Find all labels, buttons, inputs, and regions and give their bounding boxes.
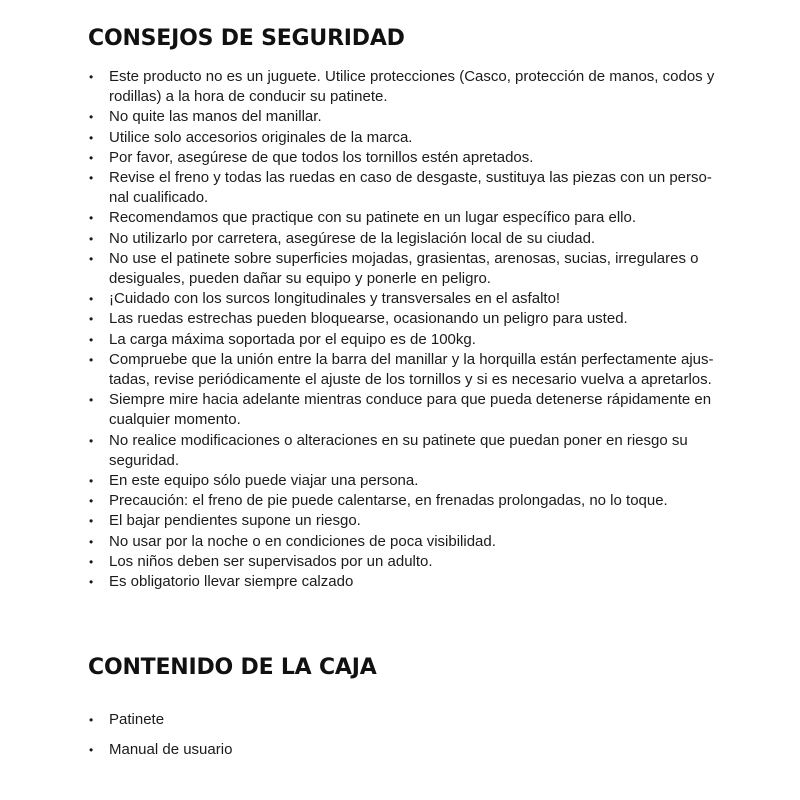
- list-item: [88, 229, 728, 249]
- list-item: [88, 532, 728, 552]
- list-item-text: Los niños deben ser supervisados por un adulto.: [109, 552, 433, 570]
- list-item-text: Siempre mire hacia adelante mientras conduce para que pueda detenerse rápidamente en cualquier momento.: [109, 391, 712, 429]
- bullet-icon: •: [89, 494, 94, 509]
- list-item-text: La carga máxima soportada por el equipo es de 100kg.: [109, 330, 476, 348]
- list-item: [88, 471, 728, 491]
- list-item-text: Por favor, asegúrese de que todos los tornillos estén apretados.: [109, 148, 534, 166]
- list-item-text: No quite las manos del manillar.: [109, 108, 322, 126]
- bullet-icon: •: [89, 231, 94, 246]
- bullet-icon: •: [89, 575, 94, 590]
- list-item: [88, 289, 728, 309]
- safety-list: [88, 67, 728, 592]
- list-item: [88, 107, 728, 127]
- bullet-icon: •: [89, 211, 94, 226]
- list-item: [88, 431, 728, 471]
- list-item: [88, 330, 728, 350]
- list-item: [88, 552, 728, 572]
- bullet-icon: •: [89, 312, 94, 327]
- bullet-icon: •: [89, 110, 94, 125]
- bullet-icon: •: [89, 332, 94, 347]
- list-item: [88, 740, 728, 760]
- list-item: [88, 168, 728, 208]
- bullet-icon: •: [89, 70, 94, 84]
- list-item-text: Recomendamos que practique con su patinete en un lugar específico para ello.: [109, 209, 636, 227]
- bullet-icon: •: [89, 554, 94, 569]
- list-item: [88, 350, 728, 390]
- bullet-icon: •: [89, 474, 94, 489]
- list-item-text: Revise el freno y todas las ruedas en caso de desgaste, sustituya las piezas con un perso-nal cualificado.: [109, 169, 712, 207]
- list-item-text: Es obligatorio llevar siempre calzado: [109, 573, 354, 591]
- list-item: [88, 390, 728, 430]
- list-item: [88, 67, 728, 107]
- bullet-icon: •: [89, 292, 94, 307]
- list-item-text: Manual de usuario: [109, 741, 233, 758]
- bullet-icon: •: [89, 713, 94, 727]
- bullet-icon: •: [89, 393, 94, 408]
- bullet-icon: •: [89, 743, 94, 757]
- list-item-text: Precaución: el freno de pie puede calentarse, en frenadas prolongadas, no lo toque.: [109, 492, 668, 510]
- bullet-icon: •: [89, 352, 94, 367]
- list-item: [88, 309, 728, 329]
- bullet-icon: •: [89, 251, 94, 266]
- list-item: [88, 128, 728, 148]
- list-item: [88, 572, 728, 592]
- list-item-text: Patinete: [109, 711, 165, 728]
- bullet-icon: •: [89, 433, 94, 448]
- box-contents-heading: CONTENIDO DE LA CAJA: [88, 655, 377, 680]
- list-item: [88, 148, 728, 168]
- list-item-text: No usar por la noche o en condiciones de poca visibilidad.: [109, 532, 496, 550]
- list-item-text: ¡Cuidado con los surcos longitudinales y transversales en el asfalto!: [109, 290, 561, 308]
- list-item-text: No realice modificaciones o alteraciones en su patinete que puedan poner en riesgo su seguridad.: [109, 431, 688, 469]
- list-item-text: Utilice solo accesorios originales de la marca.: [109, 128, 413, 146]
- list-item: [88, 249, 728, 289]
- list-item-text: El bajar pendientes supone un riesgo.: [109, 512, 361, 530]
- safety-heading: CONSEJOS DE SEGURIDAD: [88, 26, 405, 51]
- list-item-text: No utilizarlo por carretera, asegúrese de la legislación local de su ciudad.: [109, 229, 596, 247]
- list-item-text: En este equipo sólo puede viajar una persona.: [109, 472, 419, 490]
- bullet-icon: •: [89, 130, 94, 145]
- box-contents-list: [88, 710, 728, 770]
- list-item-text: Las ruedas estrechas pueden bloquearse, ocasionando un peligro para usted.: [109, 310, 628, 328]
- bullet-icon: •: [89, 171, 94, 186]
- list-item: [88, 511, 728, 531]
- list-item-text: Compruebe que la unión entre la barra del manillar y la horquilla están perfectamente ajus-tadas, revise periódicamente el ajuste de los tornillos y si es necesario vuelva a apretarlos.: [109, 350, 714, 389]
- bullet-icon: •: [89, 514, 94, 529]
- list-item: [88, 491, 728, 511]
- list-item-text: No use el patinete sobre superficies mojadas, grasientas, arenosas, sucias, irregulares o desiguales, pueden dañar su equipo y ponerle en peligro.: [109, 249, 699, 288]
- list-item: [88, 710, 728, 730]
- list-item: [88, 208, 728, 228]
- bullet-icon: •: [89, 150, 94, 165]
- list-item-text: Este producto no es un juguete. Utilice protecciones (Casco, protección de manos, codos y rodillas) a la hora de conducir su patinete.: [109, 68, 715, 106]
- bullet-icon: •: [89, 534, 94, 549]
